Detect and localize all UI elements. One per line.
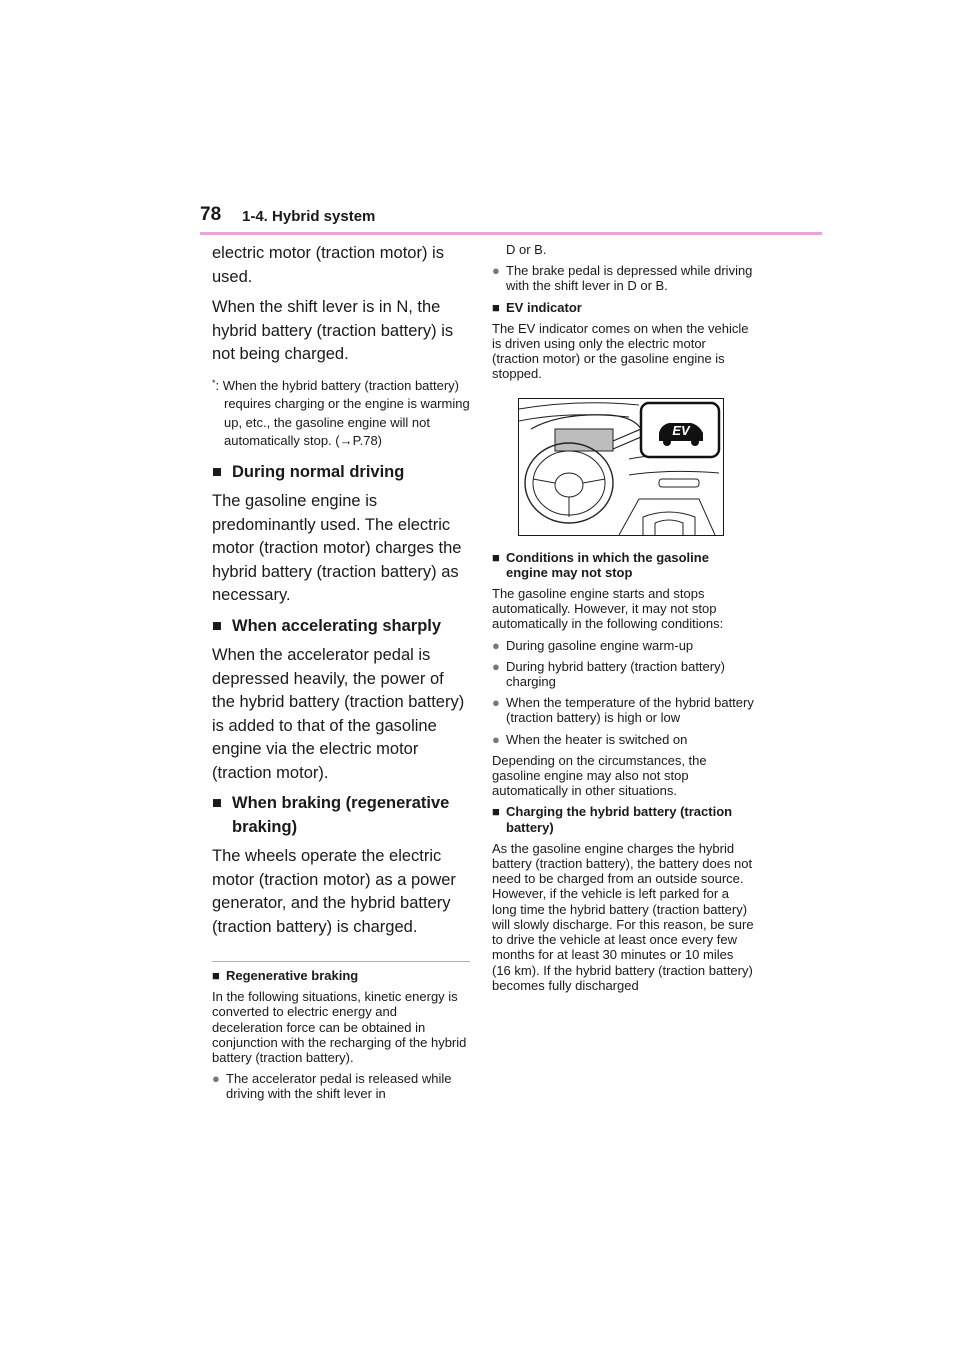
heading-ev-indicator: ■ EV indicator [492, 299, 582, 315]
header-rule [200, 232, 822, 235]
heading-accelerating: ■ When accelerating sharply [212, 615, 470, 639]
paragraph-normal-driving: The gasoline engine is predominantly used. The electric motor (traction motor) charges the hybrid battery (traction battery) as necessary. [212, 492, 462, 604]
square-bullet-icon: ■ [212, 616, 222, 635]
heading-conditions: ■ Conditions in which the gasoline engine may not stop [492, 549, 709, 580]
square-bullet-icon: ■ [492, 299, 500, 315]
bullet-engine-warm-up: ● During gasoline engine warm-up [492, 637, 694, 653]
round-bullet-icon: ● [492, 263, 500, 279]
paragraph-shift-n: When the shift lever is in N, the hybrid battery (traction battery) is not being charged. [212, 298, 454, 363]
paragraph-braking: The wheels operate the electric motor (traction motor) as a power generator, and the hybrid battery (traction battery) is charged. [212, 847, 456, 936]
square-bullet-icon: ■ [212, 462, 222, 481]
square-bullet-icon: ■ [212, 968, 220, 983]
heading-braking: ■ When braking (regenerative braking) [212, 794, 450, 836]
round-bullet-icon: ● [212, 1071, 220, 1087]
footnote-mark: * [212, 377, 216, 388]
heading-regenerative-braking: ■ Regenerative braking [212, 968, 359, 983]
round-bullet-icon: ● [492, 637, 500, 653]
section-title: 1-4. Hybrid system [242, 208, 376, 225]
page-number: 78 [200, 204, 222, 225]
left-column [212, 242, 470, 1108]
heading-normal-driving: ■ During normal driving [212, 461, 470, 485]
bullet-battery-temperature: ● When the temperature of the hybrid battery (traction battery) is high or low [492, 695, 754, 726]
round-bullet-icon: ● [492, 695, 500, 711]
heading-charging: ■ Charging the hybrid battery (traction battery) [492, 804, 733, 835]
paragraph-continued: electric motor (traction motor) is used. [212, 244, 444, 286]
bullet-heater-on: ● When the heater is switched on [492, 731, 688, 747]
paragraph-ev-indicator: The EV indicator comes on when the vehicle is driven using only the electric motor (traction motor) or the gasoline engine is stopped. [492, 320, 749, 382]
square-bullet-icon: ■ [212, 794, 222, 812]
paragraph-conditions: The gasoline engine starts and stops automatically. However, it may not stop automatically in the following conditions: [492, 586, 724, 632]
bullet-brake-depressed: ● The brake pedal is depressed while driving with the shift lever in D or B. [492, 263, 753, 294]
ev-label: EV [672, 422, 690, 438]
bullet-battery-charging: ● During hybrid battery (traction battery) charging [492, 658, 725, 690]
bullet-continued: D or B. [506, 242, 547, 257]
footnote-text: : When the hybrid battery (traction battery) requires charging or the engine is warming up, etc., the gasoline engine will not automatically stop. (→P.78) [215, 377, 470, 448]
footnote [212, 374, 470, 451]
bullet-accelerator-released: ● The accelerator pedal is released while driving with the shift lever in [212, 1071, 452, 1102]
page-header [200, 204, 960, 234]
square-bullet-icon: ■ [492, 549, 500, 565]
square-bullet-icon: ■ [492, 804, 500, 820]
ev-indicator-illustration [518, 398, 724, 536]
dashboard-drawing [519, 399, 723, 535]
round-bullet-icon: ● [492, 731, 500, 747]
note-divider [212, 961, 470, 962]
paragraph-other-situations: Depending on the circumstances, the gasoline engine may also not stop automatically in other situations. [492, 752, 707, 799]
paragraph-charging: As the gasoline engine charges the hybrid battery (traction battery), the battery does not need to be charged from an outside source. However, if the vehicle is left parked for a long time the hybrid battery (traction battery) will slowly discharge. For this reason, be sure to drive the vehicle at least once every few months for at least 30 minutes or 10 miles (16 km). If the hybrid battery (traction battery) becomes fully discharged [492, 840, 754, 993]
paragraph-regenerative-braking: In the following situations, kinetic energy is converted to electric energy and deceleration force can be obtained in conjunction with the recharging of the hybrid battery (traction battery). [212, 989, 467, 1066]
right-column [492, 242, 754, 999]
paragraph-accelerating: When the accelerator pedal is depressed heavily, the power of the hybrid battery (traction battery) is added to that of the gasoline engine via the electric motor (traction motor). [212, 646, 465, 782]
round-bullet-icon: ● [492, 658, 500, 674]
